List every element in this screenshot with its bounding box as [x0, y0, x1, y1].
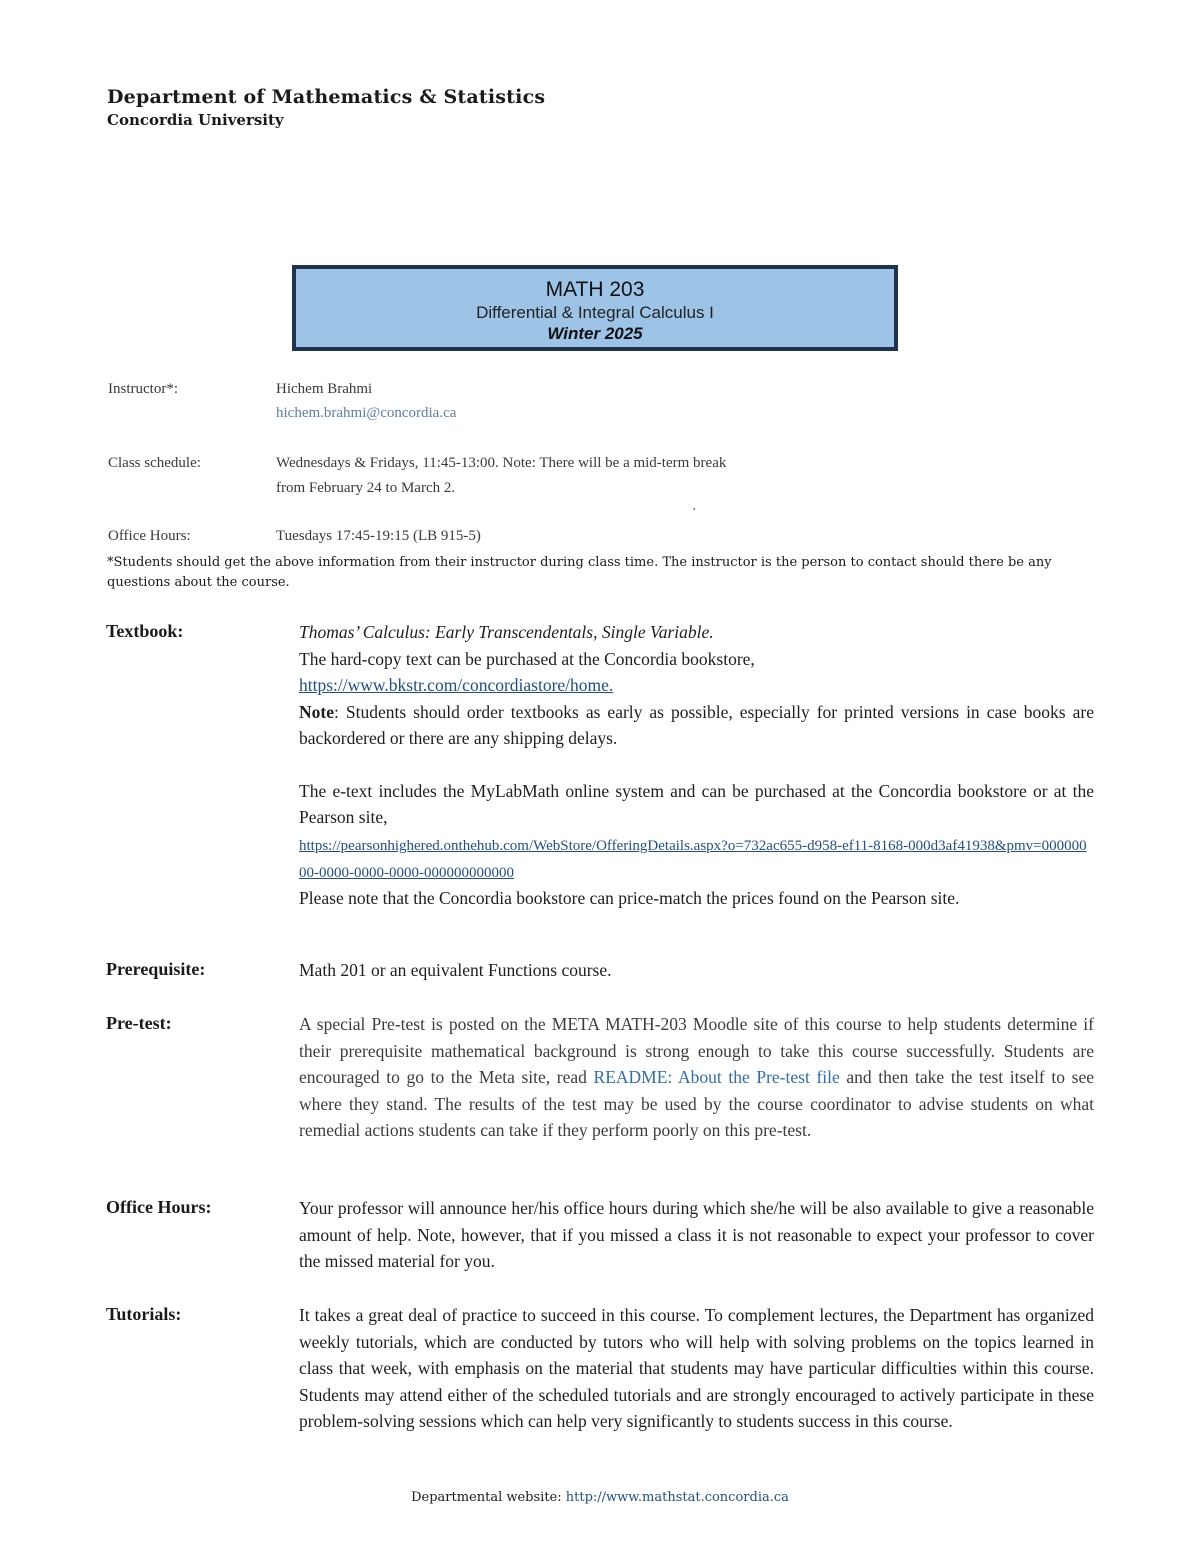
note-text: : Students should order textbooks as early as possible, especially for printed versions in case books are backordered or there are any shipping delays.	[299, 701, 1094, 748]
contact-footnote: *Students should get the above information from their instructor during class time. The instructor is the person to contact should there be any questions about the course.	[107, 555, 1052, 590]
instructor-label: Instructor*:	[108, 381, 178, 397]
readme-reference[interactable]: README: About the Pre-test file	[593, 1067, 840, 1087]
prerequisite-label: Prerequisite:	[106, 959, 206, 979]
bookstore-link[interactable]: https://www.bkstr.com/concordiastore/home.	[299, 675, 614, 695]
price-match-text: Please note that the Concordia bookstore can price-match the prices found on the Pearson site.	[299, 887, 960, 908]
course-term: Winter 2025	[547, 324, 643, 343]
tutorials-label: Tutorials:	[106, 1304, 182, 1324]
office-hours-value: Tuesdays 17:45-19:15 (LB 915-5)	[276, 528, 481, 544]
pretest-text: A special Pre-test is posted on the META MATH-203 Moodle site of this course to help students determine if their prerequisite mathematical background is strong enough to take this course successfully. Students are encouraged to go to the Meta site, read	[299, 1014, 1094, 1087]
etext-text: The e-text includes the MyLabMath online system and can be purchased at the Concordia bookstore or at the Pearson site,	[299, 780, 1094, 827]
pearson-link[interactable]: https://pearsonhighered.onthehub.com/WebStore/OfferingDetails.aspx?o=732ac655-d958-ef11-8168-000d3af41938&pmv=00000000-0000-0000-0000-000000000000	[299, 837, 1087, 881]
prerequisite-text: Math 201 or an equivalent Functions course.	[299, 960, 612, 980]
schedule-line-2: from February 24 to March 2.	[276, 480, 456, 496]
course-code: MATH 203	[545, 278, 645, 301]
pretest-label: Pre-test:	[106, 1013, 172, 1033]
schedule-line-1: Wednesdays & Fridays, 11:45-13:00. Note: There will be a mid-term break	[276, 455, 727, 471]
instructor-email[interactable]: hichem.brahmi@concordia.ca	[276, 405, 457, 421]
university-name: Concordia University	[107, 111, 284, 129]
pretest-section	[299, 1011, 1094, 1144]
hardcopy-text: The hard-copy text can be purchased at the Concordia bookstore,	[299, 648, 755, 669]
tutorials-text: It takes a great deal of practice to succeed in this course. To complement lectures, the Department has organized weekly tutorials, which are conducted by tutors who will help with solving problems on the topics learned in class that week, with emphasis on the material that students may have particular difficulties within this course. Students may attend either of the scheduled tutorials and are strongly encouraged to actively participate in these problem-solving sessions which can help very significantly to students success in this course.	[299, 1305, 1094, 1431]
footer-label: Departmental website:	[411, 1490, 566, 1505]
page-footer	[0, 1490, 1200, 1505]
department-name: Department of Mathematics & Statistics	[107, 86, 546, 108]
office-hours-text: Your professor will announce her/his office hours during which she/he will be also available to give a reasonable amount of help. Note, however, that if you missed a class it is not reasonable to expect your professor to cover the missed material for you.	[299, 1198, 1094, 1271]
textbook-title: Thomas’ Calculus: Early Transcendentals, Single Variable.	[299, 622, 714, 642]
note-label: Note	[299, 701, 334, 722]
textbook-section	[299, 619, 1094, 911]
office-hours-label: Office Hours:	[108, 528, 191, 544]
office-hours-section-label: Office Hours:	[106, 1197, 212, 1217]
textbook-label: Textbook:	[106, 621, 184, 641]
department-website-link[interactable]: http://www.mathstat.concordia.ca	[565, 1490, 789, 1505]
instructor-name: Hichem Brahmi	[276, 381, 373, 397]
schedule-label: Class schedule:	[108, 455, 201, 471]
pretest-text-continued: and then take the test itself to see where they stand. The results of the test may be used by the course coordinator to advise students on what remedial actions students can take if they perform poorly on this pre-test.	[299, 1067, 1094, 1140]
stray-dot: ·	[692, 502, 697, 518]
course-title-box	[292, 265, 898, 351]
course-title: Differential & Integral Calculus I	[476, 303, 714, 322]
